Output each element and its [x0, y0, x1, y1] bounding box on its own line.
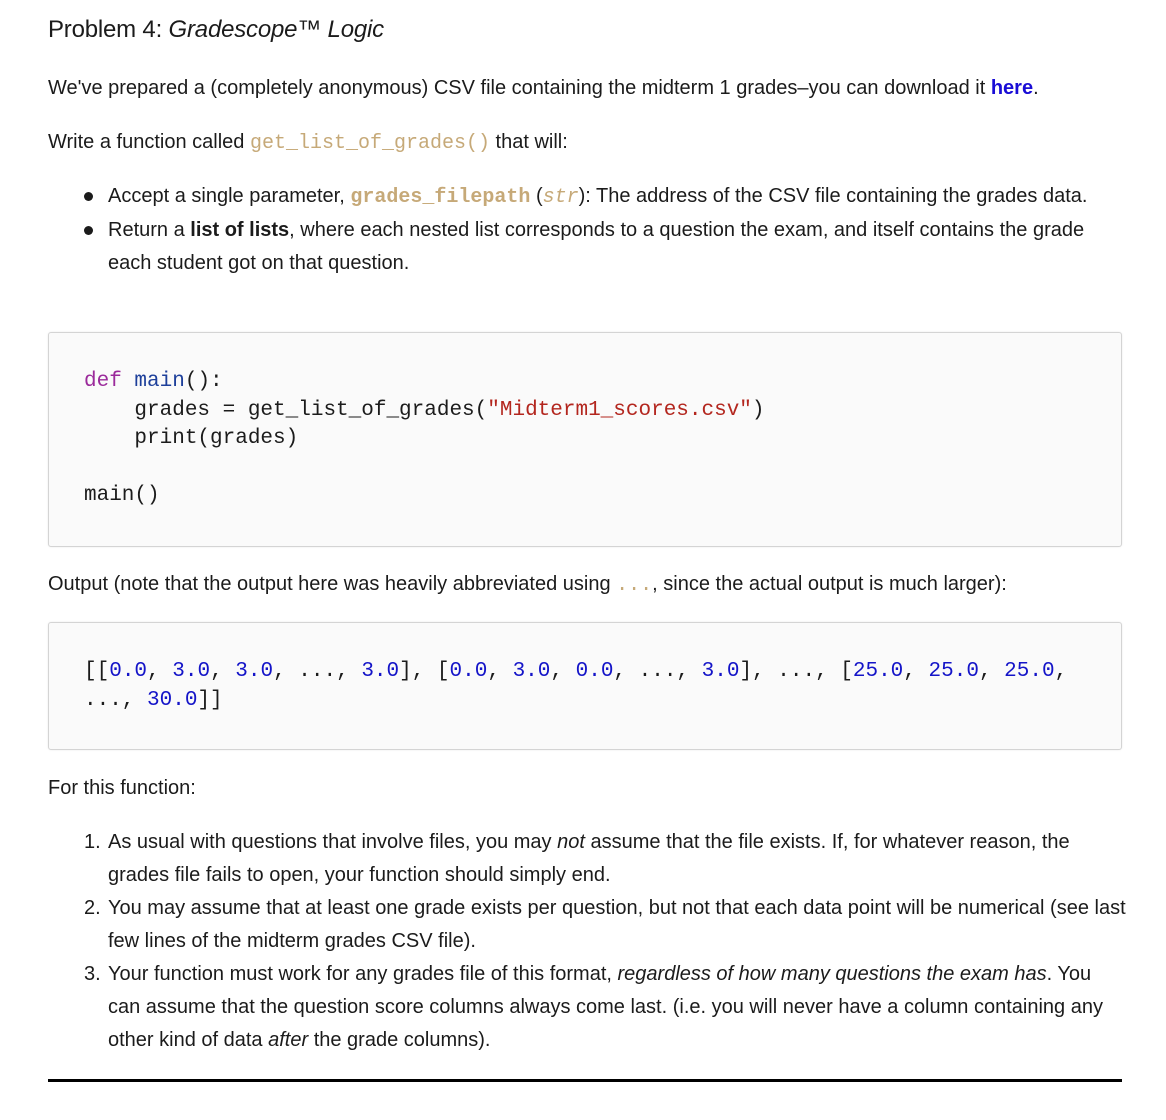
bullet-text: ): The address of the CSV file containing the grades data.: [578, 185, 1088, 207]
code-token: (): [134, 484, 160, 507]
code-token: ,: [487, 660, 513, 683]
code-number: 3.0: [512, 660, 551, 683]
title-prefix: Problem 4:: [48, 16, 169, 43]
code-number: 3.0: [361, 660, 400, 683]
code-keyword: def: [84, 370, 122, 393]
list-item: [48, 958, 1128, 1057]
code-token: ): [751, 398, 765, 422]
code-string: "Midterm1_scores.csv": [487, 398, 752, 422]
code-number: 25.0: [928, 660, 979, 683]
code-token: main: [84, 484, 135, 507]
list-item: [48, 214, 1128, 280]
requirements-list: [48, 180, 1128, 280]
example-code: [84, 368, 765, 511]
code-token: ,: [210, 660, 236, 683]
code-token: ,: [1054, 660, 1068, 683]
intro-end: .: [1033, 77, 1039, 99]
code-number: 3.0: [172, 660, 211, 683]
code-token: grades = get_list_of_grades(: [84, 398, 488, 422]
output-note-text: , since the actual output is much larger):: [652, 573, 1007, 595]
list-item: [48, 180, 1128, 214]
code-token: ]]: [197, 688, 223, 712]
step-number: 1.: [84, 831, 101, 853]
list-item: [48, 826, 1128, 892]
code-token: ,: [147, 660, 173, 683]
step-text: You may assume that at least one grade exists per question, but not that each data point will be numerical (see last few lines of the midterm grades CSV file).: [108, 897, 1126, 952]
code-token: ,: [978, 660, 1005, 683]
bullet-strong: list of lists: [190, 219, 290, 241]
code-token: ():: [184, 370, 223, 393]
code-token: ,: [550, 660, 576, 683]
problem-title: [48, 12, 384, 48]
instructions-list: [48, 826, 1128, 1057]
step-text: assume that the file exists. If, for whatever reason, the grades file fails to open, your function should simply end.: [108, 831, 1070, 886]
code-token: ...,: [84, 688, 148, 712]
code-number: 0.0: [449, 660, 488, 683]
example-code-block: [48, 332, 1122, 547]
code-token: ], [: [399, 660, 450, 683]
code-number: 3.0: [701, 660, 740, 683]
code-token: [[: [84, 660, 110, 683]
param-name-code: grades_filepath: [350, 186, 531, 209]
step-text: . You can assume that the question score columns always come last. (i.e. you will never have a column containing any other kind of data: [108, 963, 1103, 1051]
code-number: 25.0: [852, 660, 904, 683]
step-emphasis: after: [268, 1029, 309, 1051]
code-number: 0.0: [575, 660, 614, 683]
code-token: ,: [903, 660, 929, 683]
code-number: 3.0: [235, 660, 274, 683]
ellipsis-code: ...: [616, 574, 653, 597]
output-code-block: [48, 622, 1122, 750]
code-token: print(grades): [84, 427, 299, 450]
write-before: Write a function called: [48, 131, 250, 153]
code-token: , ...,: [613, 660, 702, 683]
code-number: 0.0: [109, 660, 148, 683]
code-token: , ...,: [273, 660, 362, 683]
step-emphasis: regardless of how many questions the exam has: [617, 963, 1047, 985]
intro-paragraph: [48, 72, 1039, 105]
step-emphasis: not: [557, 831, 585, 853]
list-item: [48, 892, 1128, 958]
step-text: As usual with questions that involve files, you may: [108, 831, 558, 853]
step-text: the grade columns).: [308, 1029, 491, 1051]
step-text: Your function must work for any grades file of this format,: [108, 963, 618, 985]
code-number: 30.0: [147, 688, 198, 712]
step-number: 3.: [84, 963, 101, 985]
output-note-text: Output (note that the output here was heavily abbreviated using: [48, 573, 617, 595]
title-emphasis: Gradescope™ Logic: [168, 16, 384, 43]
write-after: that will:: [490, 131, 568, 153]
section-divider: [48, 1079, 1122, 1082]
bullet-paren: (: [530, 185, 543, 207]
step-number: 2.: [84, 897, 101, 919]
bullet-text: Accept a single parameter,: [108, 185, 351, 207]
download-link[interactable]: here: [990, 77, 1034, 99]
bullet-text: , where each nested list corresponds to a question the exam, and itself contains the grade each student got on that question.: [108, 219, 1085, 274]
code-token: ], ..., [: [739, 660, 853, 683]
output-note-paragraph: [48, 568, 1007, 602]
code-function-name: main: [134, 370, 185, 393]
param-type-code: str: [542, 186, 579, 209]
function-name-code: get_list_of_grades(): [249, 132, 490, 155]
output-code: [84, 658, 1067, 715]
write-function-paragraph: [48, 126, 568, 160]
for-this-function-label: For this function:: [48, 777, 196, 799]
intro-text: We've prepared a (completely anonymous) CSV file containing the midterm 1 grades–you can download it: [48, 77, 991, 99]
code-number: 25.0: [1004, 660, 1055, 683]
bullet-text: Return a: [108, 219, 191, 241]
